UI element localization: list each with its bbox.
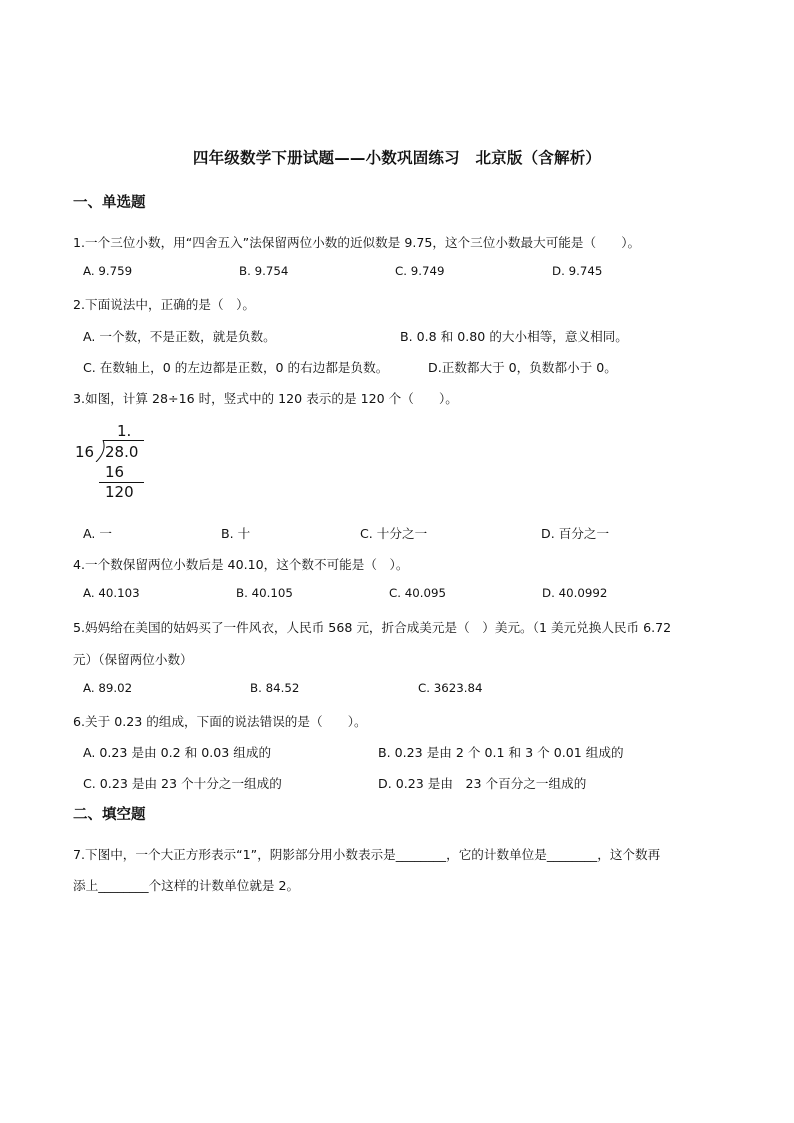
- question-6-text: 6.关于 0.23 的组成，下面的说法错误的是（ ）。: [73, 714, 367, 729]
- q2-option-c: C. 在数轴上，0 的左边都是正数，0 的右边都是负数。: [83, 360, 389, 375]
- q6-option-c: C. 0.23 是由 23 个十分之一组成的: [83, 776, 282, 791]
- q1-option-d: D. 9.745: [552, 264, 603, 278]
- question-2-text: 2.下面说法中，正确的是（ ）。: [73, 297, 256, 312]
- section-heading-fill-blank: 二、填空题: [73, 807, 146, 823]
- division-divisor: 16: [75, 443, 95, 461]
- q3-option-d: D. 百分之一: [541, 526, 610, 541]
- q4-option-a: A. 40.103: [83, 586, 140, 600]
- q4-option-c: C. 40.095: [389, 586, 447, 600]
- q6-option-a: A. 0.23 是由 0.2 和 0.03 组成的: [83, 745, 272, 760]
- q5-option-a: A. 89.02: [83, 681, 133, 695]
- q4-option-d: D. 40.0992: [542, 586, 608, 600]
- q2-option-a: A. 一个数，不是正数，就是负数。: [83, 329, 276, 344]
- question-4-text: 4.一个数保留两位小数后是 40.10，这个数不可能是（ ）。: [73, 557, 409, 572]
- question-5-line-1: 5.妈妈给在美国的姑妈买了一件风衣，人民币 568 元，折合成美元是（ ）美元。（1 美元兑换人民币 6.72: [73, 620, 672, 635]
- question-1-text: 1.一个三位小数，用“四舍五入”法保留两位小数的近似数是 9.75，这个三位小数最大可能是（ ）。: [73, 235, 641, 250]
- page-title: 四年级数学下册试题——小数巩固练习 北京版（含解析）: [192, 149, 602, 167]
- q5-option-b: B. 84.52: [250, 681, 300, 695]
- division-bracket-icon: [95, 440, 105, 462]
- division-dividend: 28.0: [105, 443, 139, 461]
- long-division-figure: [74, 420, 164, 504]
- question-5-line-2: 元）（保留两位小数）: [73, 652, 193, 667]
- division-remainder: 120: [105, 483, 134, 501]
- q3-option-b: B. 十: [221, 526, 251, 541]
- question-7-line-1: 7.下图中，一个大正方形表示“1”，阴影部分用小数表示是________，它的计数单位是________，这个数再: [73, 847, 661, 862]
- question-3-text: 3.如图，计算 28÷16 时，竖式中的 120 表示的是 120 个（ ）。: [73, 391, 458, 406]
- division-bar: [103, 440, 144, 441]
- q2-option-b: B. 0.8 和 0.80 的大小相等，意义相同。: [400, 329, 628, 344]
- q3-option-a: A. 一: [83, 526, 112, 541]
- division-subtrahend: 16: [105, 463, 125, 481]
- q1-option-c: C. 9.749: [395, 264, 445, 278]
- q1-option-a: A. 9.759: [83, 264, 133, 278]
- question-7-line-2: 添上________个这样的计数单位就是 2。: [73, 878, 300, 893]
- q5-option-c: C. 3623.84: [418, 681, 483, 695]
- section-heading-single-choice: 一、单选题: [73, 195, 146, 211]
- q2-option-d: D.正数都大于 0，负数都小于 0。: [428, 360, 617, 375]
- q6-option-b: B. 0.23 是由 2 个 0.1 和 3 个 0.01 组成的: [378, 745, 624, 760]
- q4-option-b: B. 40.105: [236, 586, 293, 600]
- q6-option-d: D. 0.23 是由 23 个百分之一组成的: [378, 776, 587, 791]
- division-quotient: 1.: [117, 422, 132, 440]
- q3-option-c: C. 十分之一: [360, 526, 428, 541]
- q1-option-b: B. 9.754: [239, 264, 289, 278]
